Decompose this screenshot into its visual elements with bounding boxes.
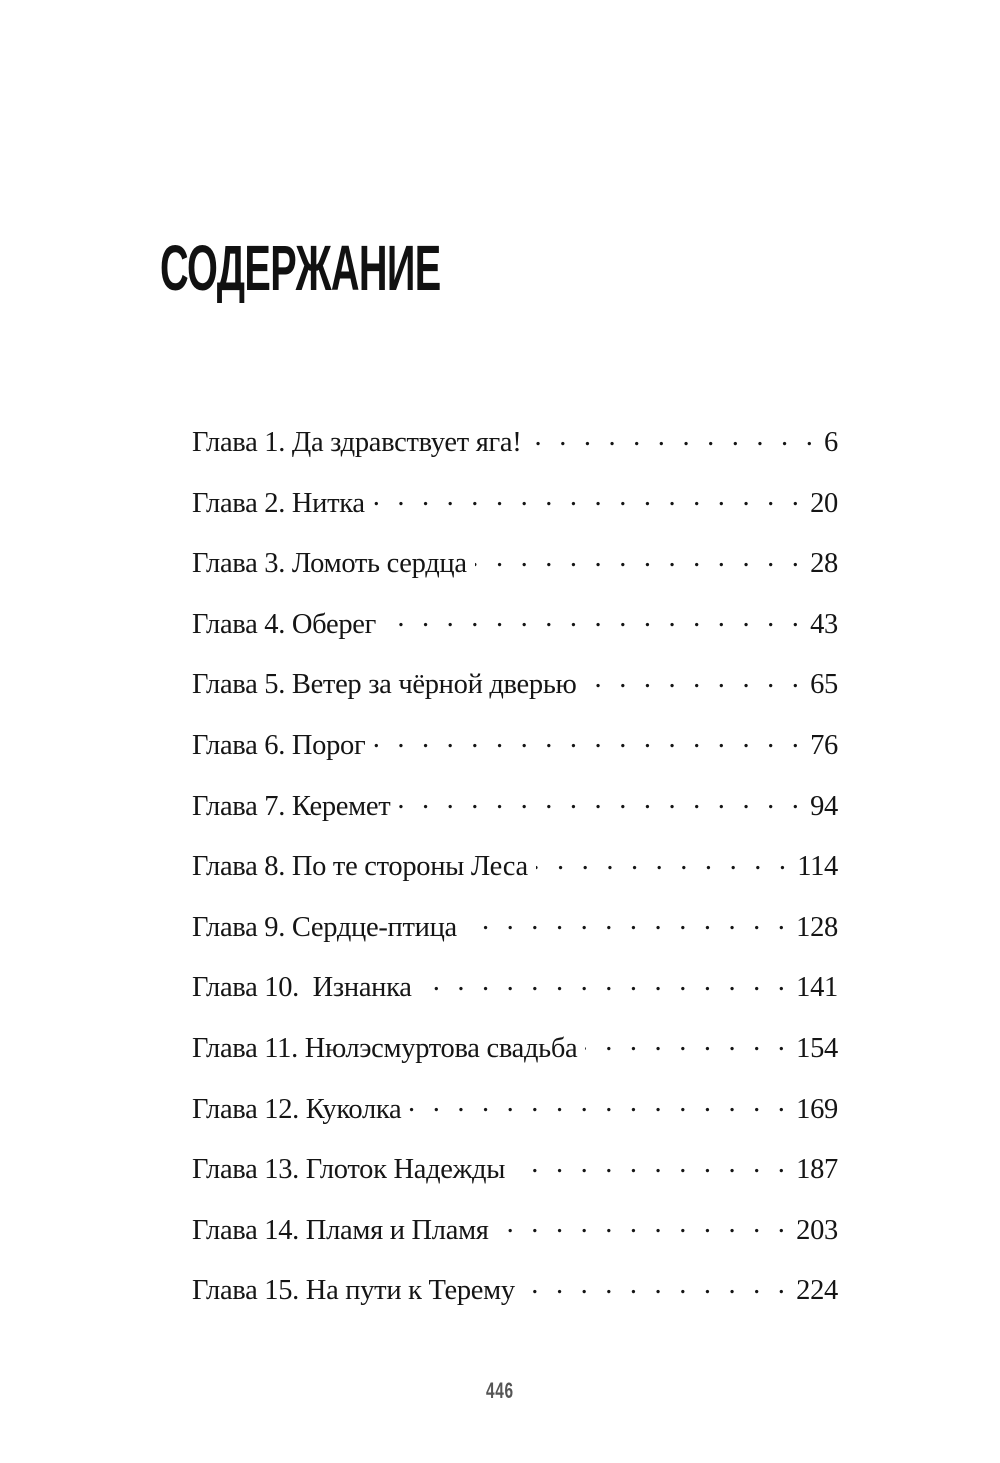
toc-entry-chapter-13[interactable] (192, 1140, 838, 1201)
dot-leader (384, 604, 804, 633)
page-number: 141 (796, 972, 838, 1004)
page-number: 187 (796, 1154, 838, 1186)
dot-leader (585, 665, 805, 694)
toc-entry-chapter-6[interactable] (192, 716, 838, 777)
toc-entry-chapter-9[interactable] (192, 898, 838, 959)
toc-entry-chapter-15[interactable] (192, 1261, 838, 1322)
page-number: 20 (810, 487, 838, 519)
dot-leader (529, 423, 818, 452)
toc-entry-chapter-12[interactable] (192, 1080, 838, 1141)
toc-entry-chapter-10[interactable] (192, 958, 838, 1019)
chapter-title: Глава 9. Сердце-птица (192, 911, 457, 943)
page-number: 76 (810, 729, 838, 761)
dot-leader (475, 544, 804, 573)
chapter-title: Глава 13. Глоток Надежды (192, 1154, 506, 1186)
dot-leader (497, 1210, 791, 1239)
page-number: 114 (797, 851, 838, 883)
toc-entry-chapter-1[interactable] (192, 413, 838, 474)
chapter-title: Глава 7. Керемет (192, 790, 391, 822)
page-title: СОДЕРЖАНИЕ (160, 232, 441, 304)
chapter-title: Глава 12. Куколка (192, 1093, 402, 1125)
chapter-title: Глава 5. Ветер за чёрной дверью (192, 669, 577, 701)
chapter-title: Глава 10. Изнанка (192, 972, 412, 1004)
chapter-title: Глава 6. Порог (192, 729, 366, 761)
page-number: 169 (796, 1093, 838, 1125)
page-number: 28 (810, 548, 838, 580)
toc-entry-chapter-7[interactable] (192, 777, 838, 838)
dot-leader (420, 968, 791, 997)
dot-leader (398, 786, 804, 815)
chapter-title: Глава 4. Оберег (192, 608, 377, 640)
page-number: 94 (810, 790, 838, 822)
chapter-title: Глава 3. Ломоть сердца (192, 548, 467, 580)
toc-entry-chapter-11[interactable] (192, 1019, 838, 1080)
page-number: 154 (796, 1032, 838, 1064)
page-number: 224 (796, 1275, 838, 1307)
dot-leader (585, 1028, 790, 1057)
page-number: 43 (810, 608, 838, 640)
toc-entry-chapter-14[interactable] (192, 1201, 838, 1262)
page-number: 6 (824, 427, 838, 458)
toc-entry-chapter-8[interactable] (192, 837, 838, 898)
chapter-title: Глава 15. На пути к Терему (192, 1275, 515, 1307)
dot-leader (373, 483, 804, 512)
page-number: 128 (796, 911, 838, 943)
dot-leader (409, 1089, 790, 1118)
chapter-title: Глава 1. Да здравствует яга! (192, 427, 522, 458)
toc-entry-chapter-5[interactable] (192, 655, 838, 716)
toc-entry-chapter-3[interactable] (192, 534, 838, 595)
chapter-title: Глава 14. Пламя и Пламя (192, 1214, 489, 1246)
dot-leader (513, 1150, 790, 1179)
chapter-title: Глава 8. По те стороны Леса (192, 851, 528, 883)
folio-number: 446 (486, 1378, 514, 1403)
table-of-contents (192, 413, 838, 1322)
page-number: 203 (796, 1214, 838, 1246)
dot-leader (523, 1271, 790, 1300)
chapter-title: Глава 11. Нюлэсмуртова свадьба (192, 1032, 578, 1064)
toc-entry-chapter-2[interactable] (192, 474, 838, 535)
dot-leader (536, 847, 791, 876)
page-number: 65 (810, 669, 838, 701)
dot-leader (465, 907, 790, 936)
page-folio (0, 1378, 1000, 1404)
chapter-title: Глава 2. Нитка (192, 487, 365, 519)
toc-entry-chapter-4[interactable] (192, 595, 838, 656)
dot-leader (373, 725, 804, 754)
